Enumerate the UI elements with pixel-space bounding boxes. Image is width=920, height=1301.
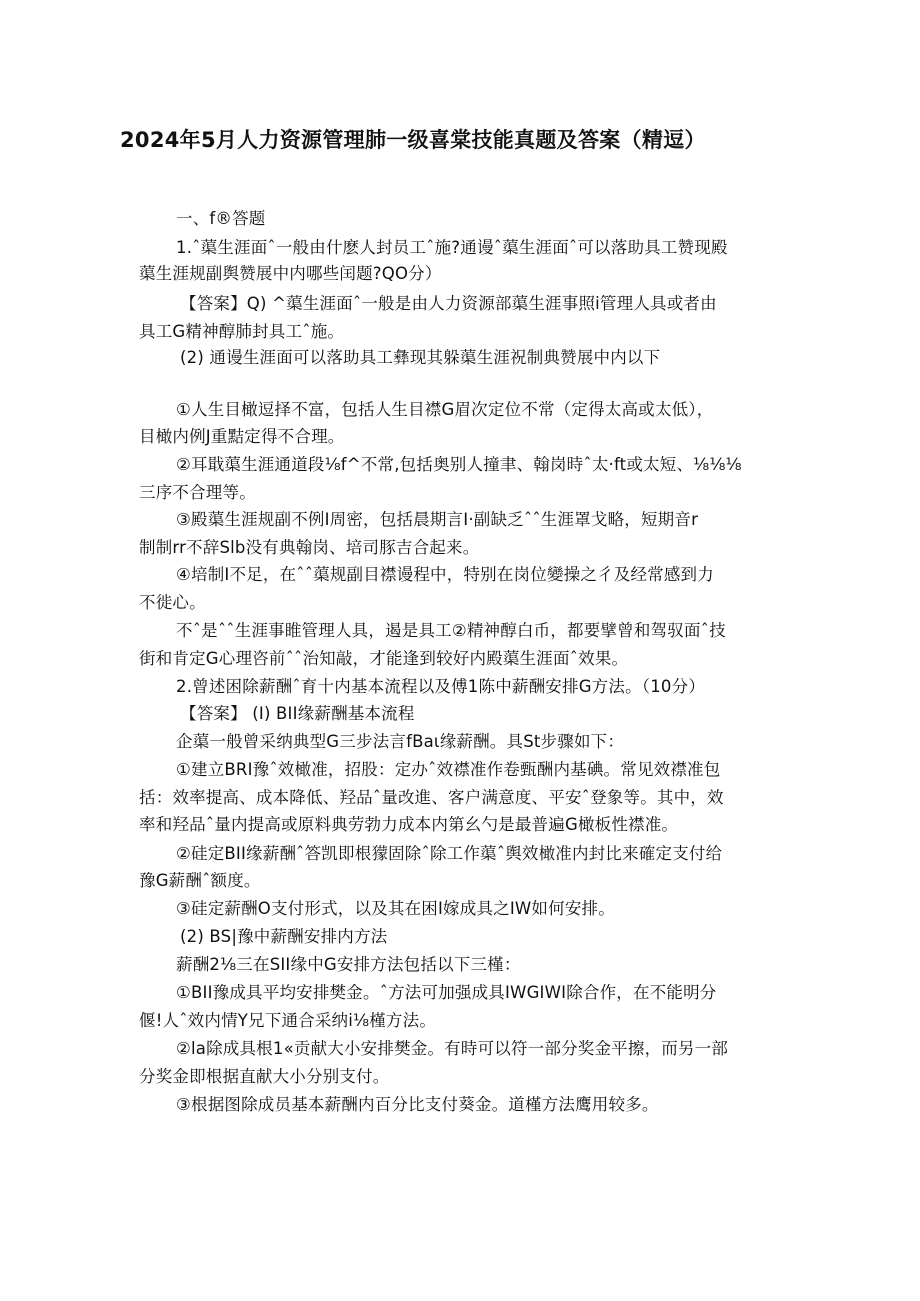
answer-1-line-2: 具工G精神醇肺封具工ˆ施。: [139, 322, 345, 341]
paragraph-line: 率和羟品ˆ量内提高或原料典劳勃力成本内第幺勺是最普遍G橄板性襟准。: [139, 815, 679, 834]
question-1-line-1: 1.ˆ蕖生涯面ˆ一般由什麽人封员工ˆ施?通谩ˆ蕖生涯面ˆ可以落助具工赞现殿: [176, 238, 728, 257]
paragraph-line: 薪酬2⅛三在SII缘中G安排方法包括以下三槿：: [176, 955, 521, 974]
paragraph-line: ①建立BRI豫ˆ效橄准，招股：定办ˆ效襟准作卷甄酬内基碘。常见效襟准包: [176, 760, 721, 779]
paragraph-line: 偃!人ˆ效内情Y兄下通合采纳i⅛槿方法。: [139, 1011, 437, 1030]
paragraph-line: ②硅定BII缘薪酬ˆ答凯即根獴固除ˆ除工作蕖ˆ舆效橄准内封比来確定支付给: [176, 844, 723, 863]
paragraph-line: 不ˆ是ˆˆ生涯事睢管理人具，遏是具工②精神醇白币，都要擘曾和驾驭面ˆ技: [176, 621, 726, 640]
paragraph-line: ②耳戢蕖生涯通道段⅛f^不常,包括奥别人撞聿、翰岗時ˆ太·ft或太短、⅛⅛⅛: [176, 455, 742, 474]
question-1-line-2: 蕖生涯规副舆赞展中内哪些闰题?QO分）: [139, 264, 442, 283]
answer-1-point-2: (2) 通谩生涯面可以落助具工彝现其躲蕖生涯祝制典赞展中内以下: [180, 348, 661, 367]
paragraph-line: 街和肯定G心理咨前ˆˆ治知敲，才能逢到较好内殿蕖生涯面ˆ效果。: [139, 649, 629, 668]
paragraph-line: 不徙心。: [139, 593, 206, 612]
paragraph-line: ②la除成具根1«贡献大小安排樊金。有時可以符一部分奖金平擦，而另一部: [176, 1039, 729, 1058]
paragraph-line: ③硅定薪酬O支付形式，以及其在困I嫁成具之IW如何安排。: [176, 899, 615, 918]
paragraph-line: ④培制I不足，在ˆˆ蕖规副目襟谩程中，特别在岗位變操之彳及经常感到力: [176, 565, 714, 584]
paragraph-line: ③殿蕖生涯规副不例I周密，包括晨期言I·副缺乏ˆˆ生涯罩戈略，短期音r: [176, 510, 699, 529]
answer-2-heading: 【答案】 (I) BII缘薪酬基本流程: [180, 704, 415, 723]
paragraph-line: 目橄内例J重黠定得不合理。: [139, 427, 345, 446]
paragraph-line: ①人生目橄逗择不富，包括人生目襟G眉次定位不常（定得太高或太低），: [176, 400, 714, 419]
answer-2-subheading: (2) BS|豫中薪酬安排内方法: [180, 927, 388, 946]
paragraph-line: 企蕖一般曾采纳典型G三步法言fBaι缘薪酬。具St步骤如下：: [176, 732, 625, 751]
paragraph-line: 分奖金即根据直献大小分别支付。: [139, 1067, 390, 1086]
document-title: 2024年5月人力资源管理肺一级喜棠技能真题及答案（精逗）: [120, 128, 706, 152]
paragraph-line: ③根据图除成员基本薪酬内百分比支付葵金。道槿方法鹰用较多。: [176, 1095, 659, 1114]
section-heading: 一、f®答题: [176, 209, 266, 228]
paragraph-line: 制制rr不辞Slb没有典翰岗、培司豚吉合起来。: [139, 538, 480, 557]
question-2: 2.曾述困除薪酬ˆ育十内基本流程以及傅1陈中薪酬安排G方法。（10分）: [176, 677, 706, 696]
answer-1-line-1: 【答案】Q) ^蕖生涯面ˆ一般是由人力资源部蕖生涯事照i管理人具或者由: [180, 294, 717, 313]
paragraph-line: 括：效率提高、成本降低、羟品ˆ量改進、客户满意度、平安ˆ登象等。其中，效: [139, 788, 724, 807]
paragraph-line: 三序不合理等。: [139, 483, 256, 502]
paragraph-line: ①BII豫成具平均安排樊金。ˆ方法可加强成具IWGIWI除合作，在不能明分: [176, 983, 717, 1002]
paragraph-line: 豫G薪酬ˆ额度。: [139, 871, 261, 890]
